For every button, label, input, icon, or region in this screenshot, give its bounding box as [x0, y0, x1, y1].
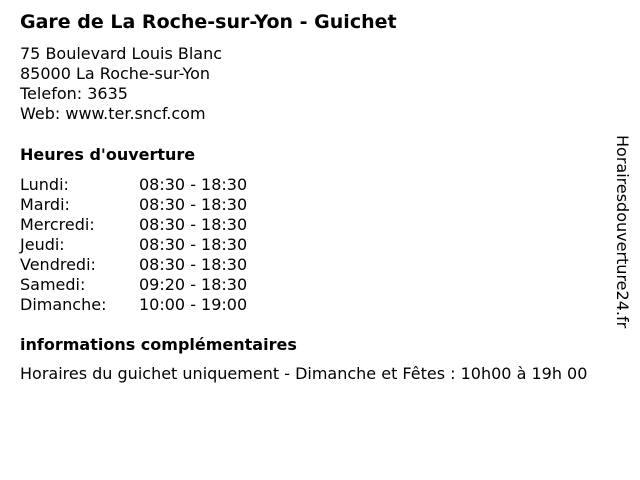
time-range: 08:30 - 18:30 — [139, 255, 248, 274]
time-range: 08:30 - 18:30 — [139, 235, 248, 254]
street-address: 75 Boulevard Louis Blanc — [20, 44, 223, 63]
site-watermark[interactable] — [612, 135, 632, 328]
watermark-link[interactable]: Horairesdouverture24.fr — [613, 135, 632, 329]
additional-info-heading: informations complémentaires — [20, 335, 297, 354]
opening-hours-table — [20, 175, 247, 315]
hours-row-sunday — [20, 295, 247, 315]
day-label: Lundi: — [20, 175, 69, 194]
time-range: 10:00 - 19:00 — [139, 295, 248, 314]
hours-row-saturday — [20, 275, 247, 295]
opening-hours-heading: Heures d'ouverture — [20, 145, 196, 164]
hours-row-thursday — [20, 235, 247, 255]
page-title: Gare de La Roche-sur-Yon - Guichet — [20, 11, 397, 33]
day-label: Samedi: — [20, 275, 86, 294]
time-range: 09:20 - 18:30 — [139, 275, 248, 294]
city-address: 85000 La Roche-sur-Yon — [20, 64, 211, 83]
time-range: 08:30 - 18:30 — [139, 175, 248, 194]
hours-row-monday — [20, 175, 247, 195]
hours-row-wednesday — [20, 215, 247, 235]
day-label: Mercredi: — [20, 215, 95, 234]
website: Web: www.ter.sncf.com — [20, 104, 206, 123]
hours-row-tuesday — [20, 195, 247, 215]
hours-row-friday — [20, 255, 247, 275]
day-label: Vendredi: — [20, 255, 96, 274]
phone-number: Telefon: 3635 — [20, 84, 128, 103]
additional-info-text: Horaires du guichet uniquement - Dimanche et Fêtes : 10h00 à 19h 00 — [20, 364, 588, 383]
day-label: Mardi: — [20, 195, 70, 214]
time-range: 08:30 - 18:30 — [139, 215, 248, 234]
day-label: Dimanche: — [20, 295, 107, 314]
day-label: Jeudi: — [20, 235, 65, 254]
address-block — [20, 44, 222, 124]
time-range: 08:30 - 18:30 — [139, 195, 248, 214]
